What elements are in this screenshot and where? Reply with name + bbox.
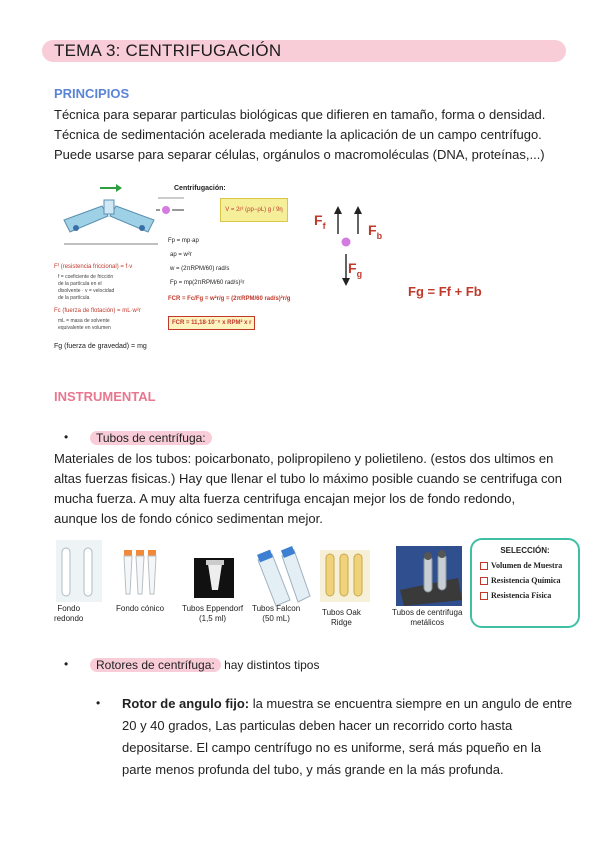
- ff-description: f = coeficiente de fricción de la partícula en el disolvente · v = velocidad de la partícula: [58, 274, 115, 301]
- fcr-final: FCR = 11,18·10⁻⁶ x RPM² x r: [172, 320, 252, 326]
- principios-line-2: Técnica de sedimentación acelerada mediante la aplicación de un campo centrífugo.: [54, 127, 542, 142]
- ap-equation: ap = w²r: [170, 252, 192, 258]
- fc-label: Fc (fuerza de flotación) = mL·w²r: [54, 308, 141, 314]
- rotores-bullet: •: [64, 657, 69, 671]
- eppendorf-tube-image: [194, 558, 234, 598]
- selection-item-quimica: Resistencia Química: [480, 576, 578, 585]
- principios-line-3: Puede usarse para separar células, orgánulos o macromoléculas (DNA, proteínas,...): [54, 147, 545, 162]
- angulo-line-2: 20 y 40 grados, Las particulas deben hacer un recorrido corto hasta: [122, 718, 513, 733]
- forces-diagram: [300, 196, 532, 308]
- fg-label: Fg (fuerza de gravedad) = mg: [54, 343, 147, 350]
- fg-symbol: $F_g$: [348, 260, 363, 279]
- force-equation: Fg = Ff + Fb: [408, 284, 482, 299]
- tube-label-eppendorf: Tubos Eppendorf (1,5 ml): [182, 604, 244, 623]
- tubos-line-1: Materiales de los tubos: poicarbonato, polipropileno y polietileno. (estos dos ultimos en: [54, 451, 554, 466]
- tube-gallery: [54, 540, 468, 630]
- fig1-heading: Centrifugación:: [174, 185, 226, 192]
- rotor-arms: [64, 200, 158, 244]
- tubos-line-2: altas fuerzas fisicas.) Hay que llenar el tubo lo máximo posible cuando se centrifuga con: [54, 471, 562, 486]
- angulo-bullet: •: [96, 696, 101, 710]
- ff-symbol: $F_f$: [314, 212, 326, 231]
- tube-label-conical: Fondo cónico: [116, 604, 165, 613]
- tubos-line-4: aunque los de fondo cónico sedimentan mejor.: [54, 511, 323, 526]
- centrifugation-diagram: [54, 178, 290, 354]
- fb-symbol: $F_b$: [368, 222, 383, 241]
- particle-forces: [156, 198, 184, 214]
- selection-item-volumen: Volumen de Muestra: [480, 561, 578, 570]
- fp-full-equation: Fp = mp(2πRPM/60 rad/s)²r: [170, 280, 245, 286]
- principios-heading: PRINCIPIOS: [54, 86, 130, 101]
- tubos-label: Tubos de centrífuga:: [90, 431, 212, 445]
- fcr-equation: FCR = Fc/Fg = w²r/g = (2πRPM/60 rad/s)²r/g: [168, 296, 291, 302]
- velocity-formula-box: [220, 198, 288, 222]
- checkbox-icon: [480, 577, 488, 585]
- rotores-label: Rotores de centrífuga:: [90, 658, 221, 672]
- tubos-line-3: mucha fuerza. A muy alta fuerza centrifuga encajan mejor los de fondo redondo,: [54, 491, 516, 506]
- conical-tube-image: [124, 550, 156, 594]
- round-bottom-tube-image: [56, 540, 102, 602]
- checkbox-icon: [480, 592, 488, 600]
- tube-label-falcon: Tubos Falcon (50 mL): [252, 604, 301, 623]
- rotores-rest: hay distintos tipos: [220, 658, 320, 672]
- angulo-line-1: [122, 694, 572, 714]
- angulo-rest: la muestra se encuentra siempre en un angulo de entre: [249, 696, 573, 711]
- tube-label-metal: Tubos de centrifuga metálicos: [392, 608, 463, 627]
- tubos-bullet: •: [64, 430, 69, 444]
- metal-tube-image: [396, 546, 462, 606]
- checkbox-icon: [480, 562, 488, 570]
- principios-line-1: Técnica para separar particulas biológicas que difieren en tamaño, forma o densidad.: [54, 107, 546, 122]
- tubos-heading: [90, 430, 212, 446]
- velocity-formula: V = 2r² (ρp−ρL) g / 9η: [225, 207, 283, 213]
- ff-label: Fᶠ (resistencia friccional) = f·v: [54, 264, 133, 270]
- tube-label-oak-ridge: Tubos Oak Ridge: [322, 608, 361, 627]
- w-equation: w = (2πRPM/60) rad/s: [170, 266, 230, 272]
- particle-dot: [342, 238, 351, 247]
- fp-equation: Fp = mp·ap: [168, 238, 199, 244]
- rotation-arrow: [100, 184, 122, 192]
- falcon-tube-image: [257, 546, 310, 606]
- tube-label-round: Fondo redondo: [54, 604, 84, 623]
- angulo-line-4: parte menos profunda del tubo, y más grande en la más profunda.: [122, 762, 504, 777]
- angulo-line-3: depositarse. El campo centrífugo no es uniforme, será más pqueño en la: [122, 740, 542, 755]
- rotores-line: [90, 657, 319, 673]
- instrumental-heading: INSTRUMENTAL: [54, 389, 156, 404]
- selection-title: SELECCIÓN:: [500, 546, 550, 555]
- oak-ridge-tube-image: [320, 550, 370, 602]
- selection-item-fisica: Resistencia Física: [480, 591, 578, 600]
- fcr-final-box: [168, 316, 255, 330]
- page-title: TEMA 3: CENTRIFUGACIÓN: [54, 41, 282, 60]
- mf-description: mL = masa de solvente equivalente en volumen: [58, 318, 111, 331]
- angulo-label: Rotor de angulo fijo:: [122, 696, 250, 711]
- selection-box: [470, 538, 580, 628]
